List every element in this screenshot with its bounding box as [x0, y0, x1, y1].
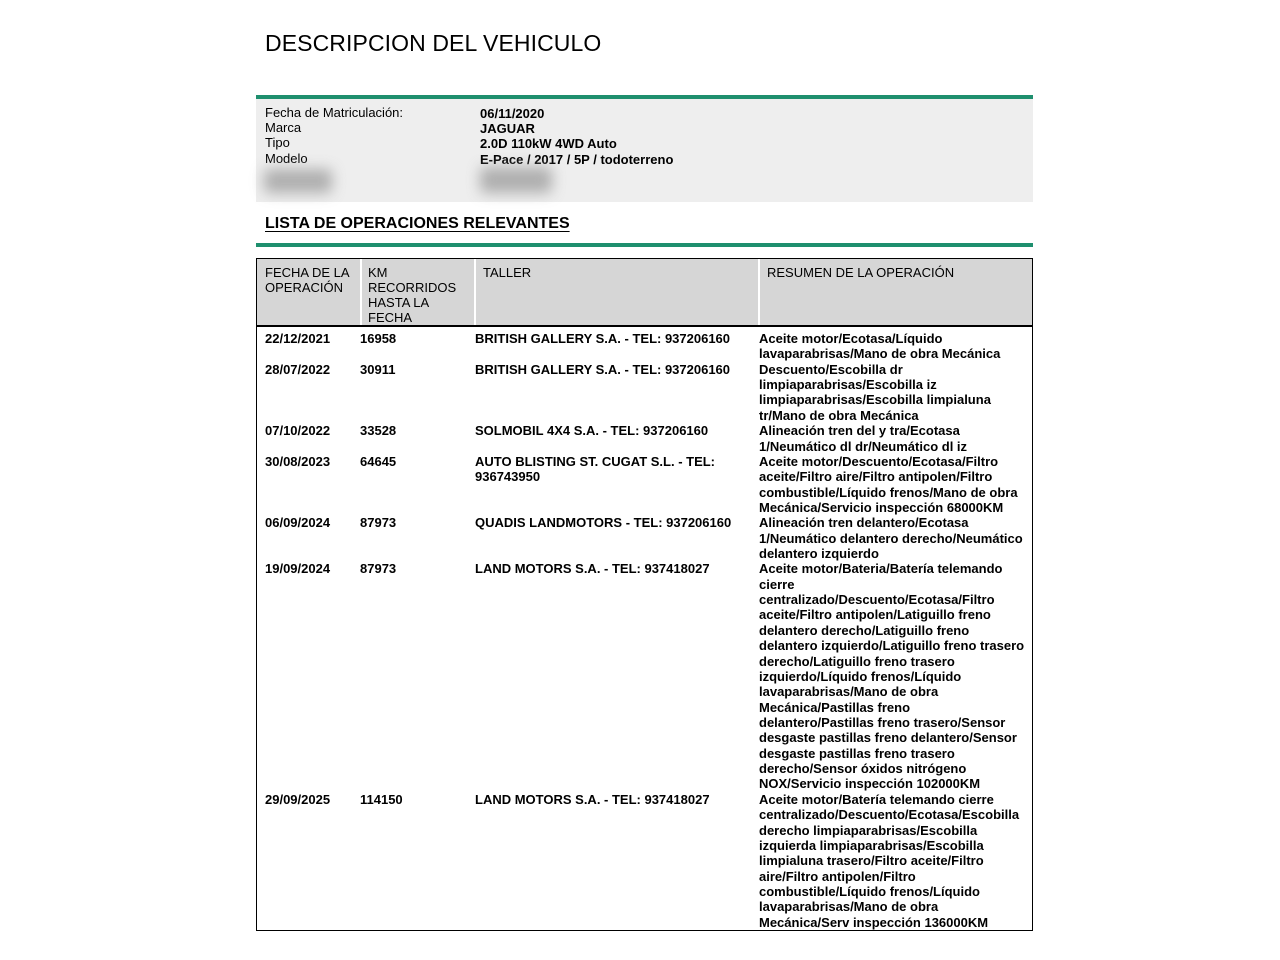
cell-fecha: 06/09/2024 [265, 515, 331, 531]
header-separator [360, 259, 362, 325]
cell-fecha: 19/09/2024 [265, 561, 331, 577]
header-resumen: RESUMEN DE LA OPERACIÓN [767, 265, 955, 280]
table-row [257, 362, 1032, 423]
table-row [257, 515, 1032, 561]
cell-km: 64645 [360, 453, 397, 469]
model-value: E-Pace / 2017 / 5P / todoterreno [480, 152, 674, 167]
header-km: KM RECORRIDOS HASTA LA FECHA [368, 265, 457, 325]
redacted-label [264, 169, 332, 193]
type-value: 2.0D 110kW 4WD Auto [480, 136, 617, 151]
cell-km: 33528 [360, 423, 397, 439]
table-row [257, 561, 1032, 791]
table-row [257, 792, 1032, 930]
cell-resumen: Aceite motor/Bateria/Batería telemando cierre centralizado/Descuento/Ecotasa/Filtro aceite/Filtro antipolen/Latiguillo freno delantero derecho/Latiguillo freno delantero izquierdo/Latiguillo freno trasero derecho/Latiguillo freno trasero izquierdo/Líquido frenos/Líquido lavaparabrisas/Mano de obra Mecánica/Pastillas freno delantero/Pastillas freno trasero/Sensor desgaste pastillas freno delantero/Sensor desgaste pastillas freno trasero derecho/Sensor óxidos nitrógeno NOX/Servicio inspección 102000KM [759, 561, 1025, 792]
redacted-value [480, 167, 552, 193]
cell-fecha: 07/10/2022 [265, 423, 331, 439]
cell-resumen: Alineación tren del y tra/Ecotasa 1/Neumático dl dr/Neumático dl iz [759, 423, 968, 454]
cell-resumen: Descuento/Escobilla dr limpiaparabrisas/Escobilla iz limpiaparabrisas/Escobilla limpialuna tr/Mano de obra Mecánica [759, 361, 991, 423]
header-separator [758, 259, 760, 325]
operations-section-title: LISTA DE OPERACIONES RELEVANTES [265, 215, 570, 232]
type-label: Tipo [265, 135, 290, 150]
table-row [257, 331, 1032, 362]
cell-km: 87973 [360, 515, 397, 531]
cell-taller: LAND MOTORS S.A. - TEL: 937418027 [475, 791, 710, 807]
cell-resumen: Alineación tren delantero/Ecotasa 1/Neumático delantero derecho/Neumático delantero izquierdo [759, 515, 1023, 562]
brand-value: JAGUAR [480, 121, 535, 136]
document-title: DESCRIPCION DEL VEHICULO [265, 30, 602, 56]
registration-date-label: Fecha de Matriculación: [265, 105, 404, 120]
cell-resumen: Aceite motor/Descuento/Ecotasa/Filtro aceite/Filtro aire/Filtro antipolen/Filtro combustible/Líquido frenos/Mano de obra Mecánica/Servicio inspección 68000KM [759, 453, 1018, 515]
cell-resumen: Aceite motor/Ecotasa/Líquido lavaparabrisas/Mano de obra Mecánica [759, 331, 1001, 362]
cell-km: 30911 [360, 361, 396, 377]
cell-taller: BRITISH GALLERY S.A. - TEL: 937206160 [475, 331, 731, 346]
header-separator [474, 259, 476, 325]
cell-taller: BRITISH GALLERY S.A. - TEL: 937206160 [475, 361, 731, 377]
section-divider [256, 243, 1033, 247]
cell-km: 114150 [360, 791, 403, 807]
cell-fecha: 30/08/2023 [265, 453, 331, 469]
cell-fecha: 22/12/2021 [265, 331, 331, 346]
cell-taller: LAND MOTORS S.A. - TEL: 937418027 [475, 561, 710, 577]
vehicle-info-panel [256, 99, 1033, 202]
cell-taller: QUADIS LANDMOTORS - TEL: 937206160 [475, 515, 732, 531]
model-label: Modelo [265, 151, 308, 166]
cell-km: 16958 [360, 331, 397, 346]
cell-taller: AUTO BLISTING ST. CUGAT S.L. - TEL: 936743950 [475, 453, 716, 485]
cell-fecha: 28/07/2022 [265, 361, 331, 377]
header-taller: TALLER [483, 265, 532, 280]
operations-table-header [257, 259, 1032, 327]
cell-taller: SOLMOBIL 4X4 S.A. - TEL: 937206160 [475, 423, 709, 439]
cell-resumen: Aceite motor/Batería telemando cierre centralizado/Descuento/Ecotasa/Escobilla derecho limpiaparabrisas/Escobilla izquierda limpiaparabrisas/Escobilla limpialuna trasero/Filtro aceite/Filtro aire/Filtro antipolen/Filtro combustible/Líquido frenos/Líquido lavaparabrisas/Mano de obra Mecánica/Serv inspección 136000KM [759, 791, 1020, 930]
table-row [257, 454, 1032, 515]
header-fecha: FECHA DE LA OPERACIÓN [265, 265, 349, 295]
table-row [257, 423, 1032, 454]
operations-table [256, 258, 1033, 931]
brand-label: Marca [265, 120, 302, 135]
cell-fecha: 29/09/2025 [265, 791, 331, 807]
cell-km: 87973 [360, 561, 397, 577]
registration-date-value: 06/11/2020 [480, 106, 545, 121]
operations-table-body [257, 331, 1032, 930]
